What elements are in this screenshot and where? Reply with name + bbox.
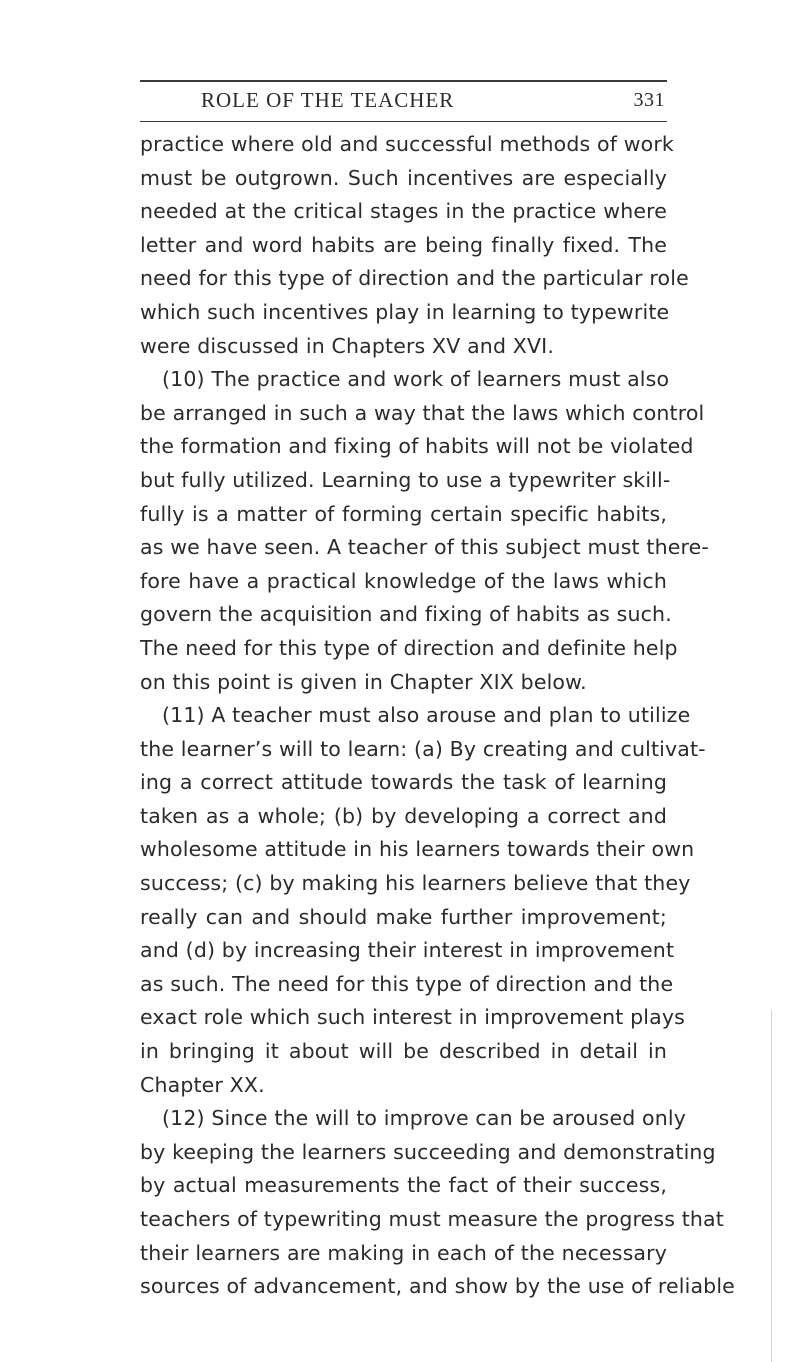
header-top-rule [140,80,667,82]
text-line: be arranged in such a way that the laws which control [140,400,705,425]
text-line: by actual measurements the fact of their success, [140,1173,667,1198]
text-line: (10) The practice and work of learners must also [162,367,670,392]
text-line: must be outgrown. Such incentives are especially [140,165,667,190]
text-line: taken as a whole; (b) by developing a correct and [140,803,667,828]
text-line: but fully utilized. Learning to use a typewriter skill- [140,467,671,492]
text-line: their learners are making in each of the necessary [140,1240,667,1265]
text-line: fully is a matter of forming certain specific habits, [140,501,667,526]
text-line: needed at the critical stages in the practice where [140,199,667,224]
text-line: ing a correct attitude towards the task of learning [140,770,667,795]
text-line: success; (c) by making his learners believe that they [140,871,691,896]
text-line: wholesome attitude in his learners towards their own [140,837,695,862]
page-edge-shadow [771,1010,772,1362]
text-line: as such. The need for this type of direction and the [140,971,674,996]
text-line: sources of advancement, and show by the use of reliable [140,1274,735,1299]
text-line: (11) A teacher must also arouse and plan to utilize [162,703,691,728]
text-line: practice where old and successful methods of work [140,132,674,156]
text-line: in bringing it about will be described in detail in [140,1039,667,1064]
text-line: were discussed in Chapters XV and XVI. [140,333,554,358]
text-line: on this point is given in Chapter XIX below. [140,669,587,694]
text-line: really can and should make further improvement; [140,904,667,929]
text-line: the learner’s will to learn: (a) By creating and cultivat- [140,736,706,761]
text-line: fore have a practical knowledge of the laws which [140,568,667,593]
body-text [140,128,735,1304]
page-number: 331 [633,89,665,111]
text-line: Chapter XX. [140,1072,265,1097]
running-head [140,88,667,118]
text-line: which such incentives play in learning to typewrite [140,299,670,324]
text-line: letter and word habits are being finally fixed. The [140,232,667,257]
text-line: need for this type of direction and the particular role [140,266,689,291]
text-line: the formation and fixing of habits will not be violated [140,434,694,459]
text-line: teachers of typewriting must measure the progress that [140,1207,724,1231]
text-line: The need for this type of direction and definite help [140,635,678,660]
header-bottom-rule [140,121,667,122]
text-line: (12) Since the will to improve can be aroused only [162,1106,687,1131]
text-line: exact role which such interest in improvement plays [140,1005,685,1030]
text-line: and (d) by increasing their interest in improvement [140,938,675,963]
text-line: govern the acquisition and fixing of habits as such. [140,602,672,627]
text-line: as we have seen. A teacher of this subject must there- [140,535,709,560]
running-title: ROLE OF THE TEACHER [201,88,455,112]
text-line: by keeping the learners succeeding and demonstrating [140,1139,716,1164]
